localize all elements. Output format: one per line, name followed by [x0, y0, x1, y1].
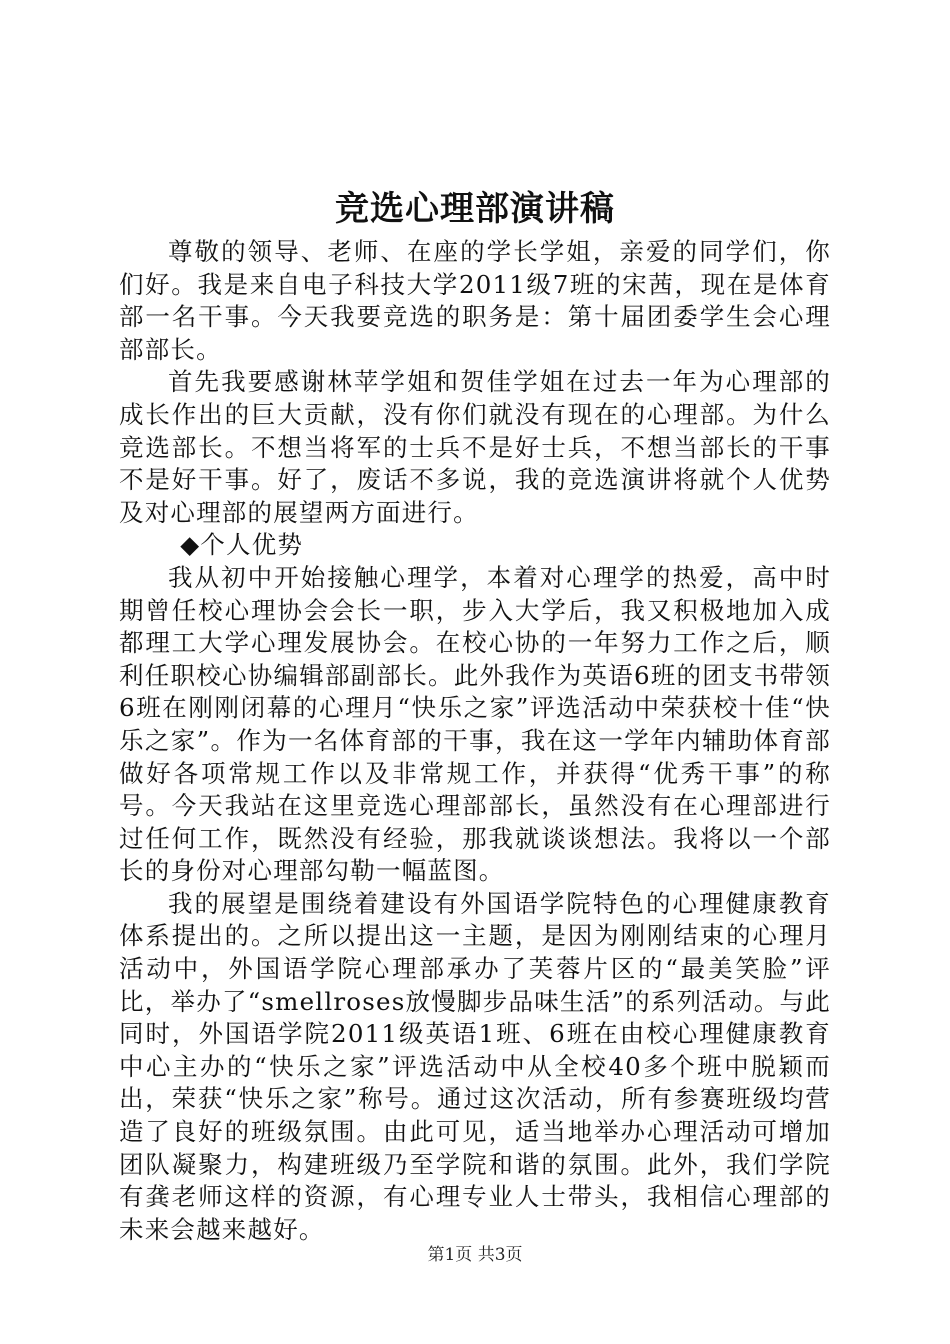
page-footer: 第1页 共3页: [427, 1245, 523, 1265]
section-heading-personal-strengths: ◆个人优势: [180, 530, 304, 560]
paragraph-outlook: 我的展望是围绕着建设有外国语学院特色的心理健康教育体系提出的。之所以提出这一主题，是因为刚刚结束的心理月活动中，外国语学院心理部承办了芙蓉片区的“最美笑脸”评比，举办了“smellroses放慢脚步品味生活”的系列活动。与此同时，外国语学院2011级英语1班、6班在由校心理健康教育中心主办的“快乐之家”评选活动中从全校40多个班中脱颖而出，荣获“快乐之家”称号。通过这次活动，所有参赛班级均营造了良好的班级氛围。由此可见，适当地举办心理活动可增加团队凝聚力，构建班级乃至学院和谐的氛围。此外，我们学院有龚老师这样的资源，有心理专业人士带头，我相信心理部的未来会越来越好。: [119, 888, 831, 1244]
paragraph-greeting: 尊敬的领导、老师、在座的学长学姐，亲爱的同学们，你们好。我是来自电子科技大学2011级7班的宋茜，现在是体育部一名干事。今天我要竞选的职务是：第十届团委学生会心理部部长。: [119, 237, 831, 364]
paragraph-thanks: 首先我要感谢林苹学姐和贺佳学姐在过去一年为心理部的成长作出的巨大贡献，没有你们就没有现在的心理部。为什么竞选部长。不想当将军的士兵不是好士兵，不想当部长的干事不是好干事。好了，废话不多说，我的竞选演讲将就个人优势及对心理部的展望两方面进行。: [119, 367, 831, 527]
paragraph-experience: 我从初中开始接触心理学，本着对心理学的热爱，高中时期曾任校心理协会会长一职，步入大学后，我又积极地加入成都理工大学心理发展协会。在校心协的一年努力工作之后，顺利任职校心协编辑部副部长。此外我作为英语6班的团支书带领6班在刚刚闭幕的心理月“快乐之家”评选活动中荣获校十佳“快乐之家”。作为一名体育部的干事，我在这一学年内辅助体育部做好各项常规工作以及非常规工作，并获得“优秀干事”的称号。今天我站在这里竞选心理部部长，虽然没有在心理部进行过任何工作，既然没有经验，那我就谈谈想法。我将以一个部长的身份对心理部勾勒一幅蓝图。: [119, 562, 831, 886]
document-body: [119, 236, 831, 1246]
document-title: 竞选心理部演讲稿: [335, 189, 615, 229]
